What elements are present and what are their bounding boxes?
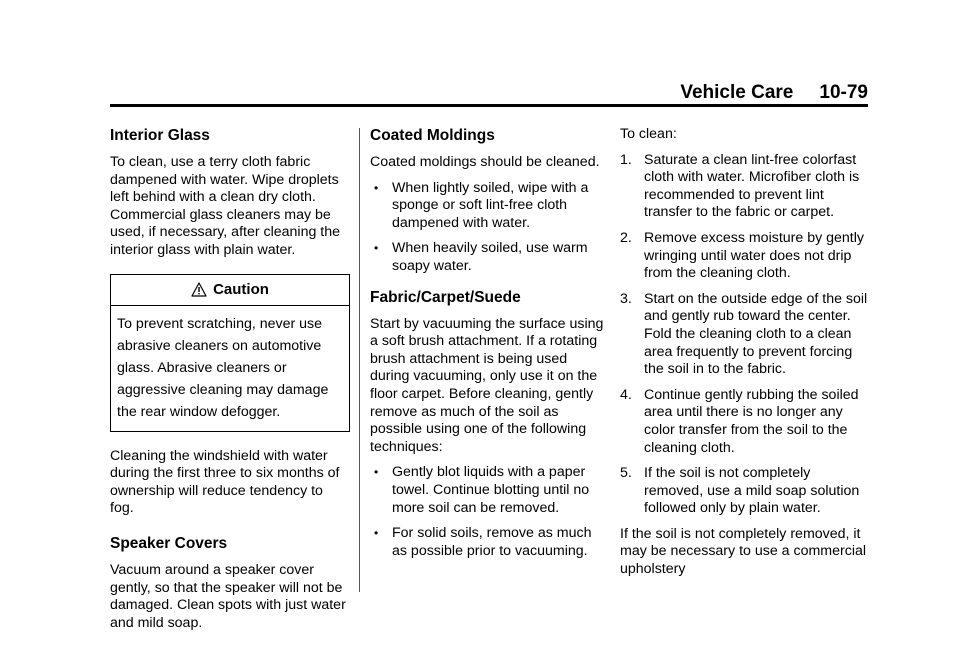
heading-speaker-covers: Speaker Covers — [110, 534, 228, 552]
coated-moldings-list — [370, 180, 610, 276]
interior-glass-text: To clean, use a terry cloth fabric dampened with water. Wipe droplets left behind with a clean dry cloth. Commercial glass cleaners may be used, if necessary, after cleaning the interior glass with plain water. — [110, 154, 341, 258]
fabric-text: Start by vacuuming the surface using a soft brush attachment. If a rotating brush attachment is being used during vacuuming, only use it on the floor carpet. Before cleaning, gently remove as much of the soil as possible using one of the following techniques: — [370, 315, 604, 455]
step-number: 2. — [620, 229, 632, 246]
steps-intro: To clean: — [620, 126, 677, 142]
step-text: If the soil is not completely removed, use a mild soap solution followed only by plain water. — [644, 465, 860, 517]
column-left — [110, 126, 350, 632]
column-right — [620, 126, 868, 579]
page-number: 10-79 — [819, 82, 868, 103]
cleaning-steps-list — [620, 152, 868, 518]
header-rule — [110, 104, 868, 107]
heading-coated-moldings: Coated Moldings — [370, 127, 495, 144]
list-item — [620, 291, 868, 379]
step-number: 5. — [620, 465, 632, 482]
closing-text: If the soil is not completely removed, it may be necessary to use a commercial upholstery — [620, 525, 867, 578]
fabric-techniques-list — [370, 464, 610, 560]
step-text: Saturate a clean lint-free colorfast cloth with water. Microfiber cloth is recommended to prevent lint transfer to the fabric or carpet. — [644, 151, 860, 221]
column-divider — [359, 128, 360, 592]
list-item: • For solid soils, remove as much as possible prior to vacuuming. — [370, 525, 610, 560]
step-number: 3. — [620, 290, 632, 307]
list-item — [620, 387, 868, 457]
list-item — [620, 465, 868, 518]
step-text: Start on the outside edge of the soil and gently rub toward the center. Fold the cleaning cloth to a clean area frequently to prevent forcing the soil in to the fabric. — [644, 290, 868, 378]
caution-header — [111, 275, 349, 306]
caution-box — [110, 274, 350, 432]
speaker-covers-text: Vacuum around a speaker cover gently, so that the speaker will not be damaged. Clean spots with just water and mild soap. — [110, 561, 346, 631]
header-title — [680, 82, 868, 104]
section-title: Vehicle Care — [680, 82, 794, 103]
list-item: • When heavily soiled, use warm soapy water. — [370, 240, 610, 275]
heading-fabric-carpet-suede: Fabric/Carpet/Suede — [370, 288, 521, 306]
step-number: 4. — [620, 386, 632, 403]
step-text: Continue gently rubbing the soiled area until there is no longer any color transfer from the soil to the cleaning cloth. — [644, 386, 859, 456]
coated-moldings-intro: Coated moldings should be cleaned. — [370, 154, 600, 170]
caution-text: To prevent scratching, never use abrasive cleaners on automotive glass. Abrasive cleaners or aggressive cleaning may damage the rear window defogger. — [117, 315, 329, 420]
list-item: • When lightly soiled, wipe with a sponge or soft lint-free cloth dampened with water. — [370, 180, 610, 233]
windshield-note: Cleaning the windshield with water during the first three to six months of ownership will reduce tendency to fog. — [110, 447, 340, 517]
list-item — [620, 230, 868, 283]
column-middle — [370, 126, 610, 568]
step-number: 1. — [620, 151, 632, 168]
list-item — [620, 152, 868, 222]
step-text: Remove excess moisture by gently wringing until water does not drip from the cleaning cloth. — [644, 229, 864, 282]
warning-triangle-icon — [191, 282, 207, 297]
caution-title: Caution — [213, 280, 269, 298]
list-item: • Gently blot liquids with a paper towel. Continue blotting until no more soil can be removed. — [370, 464, 610, 517]
heading-interior-glass: Interior Glass — [110, 127, 210, 144]
